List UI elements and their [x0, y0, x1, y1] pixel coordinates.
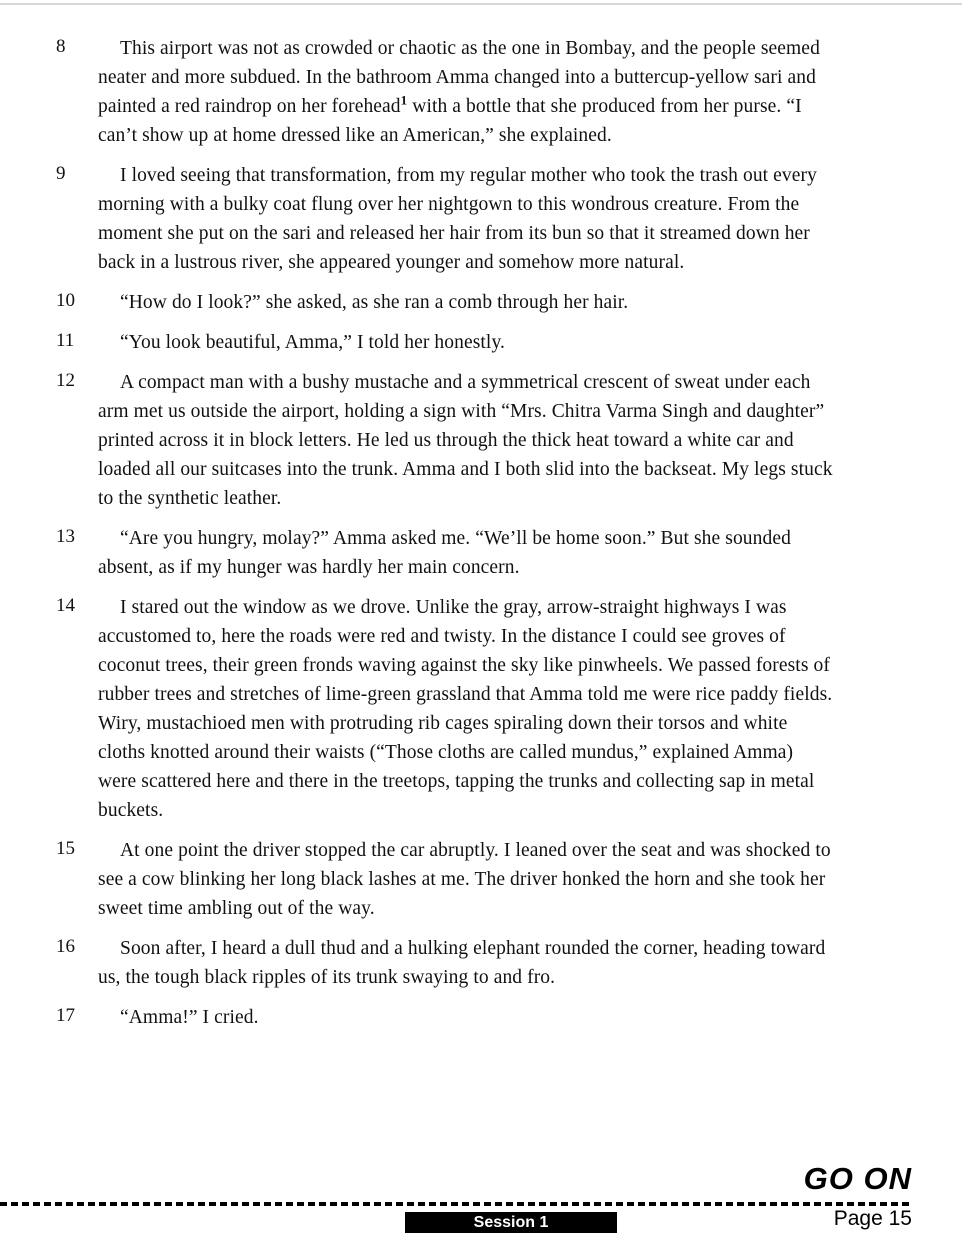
paragraph-text: This airport was not as crowded or chaotic as the one in Bombay, and the people seemed neater and more subdued. In the bathroom Amma changed into a buttercup-yellow sari and painted a red raindrop on her forehead$^1$ with a bottle that she produced from her purse. “I can’t show up at home dressed like an American,” she explained. [98, 38, 820, 146]
passage-paragraph-15 [56, 836, 834, 923]
passage-paragraph-11 [56, 328, 834, 357]
session-badge: Session 1 [405, 1212, 617, 1233]
passage-paragraph-16 [56, 934, 834, 992]
paragraph-text: I loved seeing that transformation, from my regular mother who took the trash out every morning with a bulky coat flung over her nightgown to this wondrous creature. From the moment she put on the sari and released her hair from its bun so that it streamed down her back in a lustrous river, she appeared younger and somehow more natural. [98, 165, 817, 273]
paragraph-number: 8 [56, 36, 66, 57]
passage-paragraph-13 [56, 524, 834, 582]
paragraph-number: 15 [56, 838, 75, 859]
paragraph-number: 10 [56, 290, 75, 311]
paragraph-text: A compact man with a bushy mustache and a symmetrical crescent of sweat under each arm met us outside the airport, holding a sign with “Mrs. Chitra Varma Singh and daughter” printed across it in block letters. He led us through the thick heat toward a white car and loaded all our suitcases into the trunk. Amma and I both slid into the backseat. My legs stuck to the synthetic leather. [98, 372, 833, 509]
paragraph-text: “How do I look?” she asked, as she ran a comb through her hair. [120, 292, 629, 313]
page-top-border [0, 3, 962, 5]
reading-passage [56, 34, 834, 1043]
footnote-marker: 1 [400, 92, 408, 108]
paragraph-text: “Are you hungry, molay?” Amma asked me. “We’ll be home soon.” But she sounded absent, as if my hunger was hardly her main concern. [98, 528, 791, 578]
passage-paragraph-8 [56, 34, 834, 150]
paragraph-number: 16 [56, 936, 75, 957]
paragraph-text: I stared out the window as we drove. Unlike the gray, arrow-straight highways I was accustomed to, here the roads were red and twisty. In the distance I could see groves of coconut trees, their green fronds waving against the sky like pinwheels. We passed forests of rubber trees and stretches of lime-green grassland that Amma told me were rice paddy fields. Wiry, mustachioed men with protruding rib cages spiraling down their torsos and white cloths knotted around their waists (“Those cloths are called mundus,” explained Amma) were scattered here and there in the treetops, tapping the trunks and collecting sap in metal buckets. [98, 597, 833, 821]
paragraph-number: 14 [56, 595, 75, 616]
passage-paragraph-17 [56, 1003, 834, 1032]
passage-paragraph-9 [56, 161, 834, 277]
footer-dashed-rule [0, 1202, 912, 1206]
passage-paragraph-14 [56, 593, 834, 825]
passage-paragraph-10 [56, 288, 834, 317]
paragraph-number: 17 [56, 1005, 75, 1026]
go-on-label: GO ON [803, 1161, 912, 1196]
paragraph-text: “You look beautiful, Amma,” I told her honestly. [120, 332, 506, 353]
paragraph-number: 11 [56, 330, 75, 351]
page-number: Page 15 [833, 1207, 912, 1230]
paragraph-number: 9 [56, 163, 66, 184]
passage-paragraph-12 [56, 368, 834, 513]
paragraph-text: Soon after, I heard a dull thud and a hulking elephant rounded the corner, heading toward us, the tough black ripples of its trunk swaying to and fro. [98, 938, 826, 988]
paragraph-number: 13 [56, 526, 75, 547]
paragraph-number: 12 [56, 370, 75, 391]
paragraph-text: At one point the driver stopped the car abruptly. I leaned over the seat and was shocked to see a cow blinking her long black lashes at me. The driver honked the horn and she took her sweet time ambling out of the way. [98, 840, 831, 919]
paragraph-text: “Amma!” I cried. [120, 1007, 259, 1028]
